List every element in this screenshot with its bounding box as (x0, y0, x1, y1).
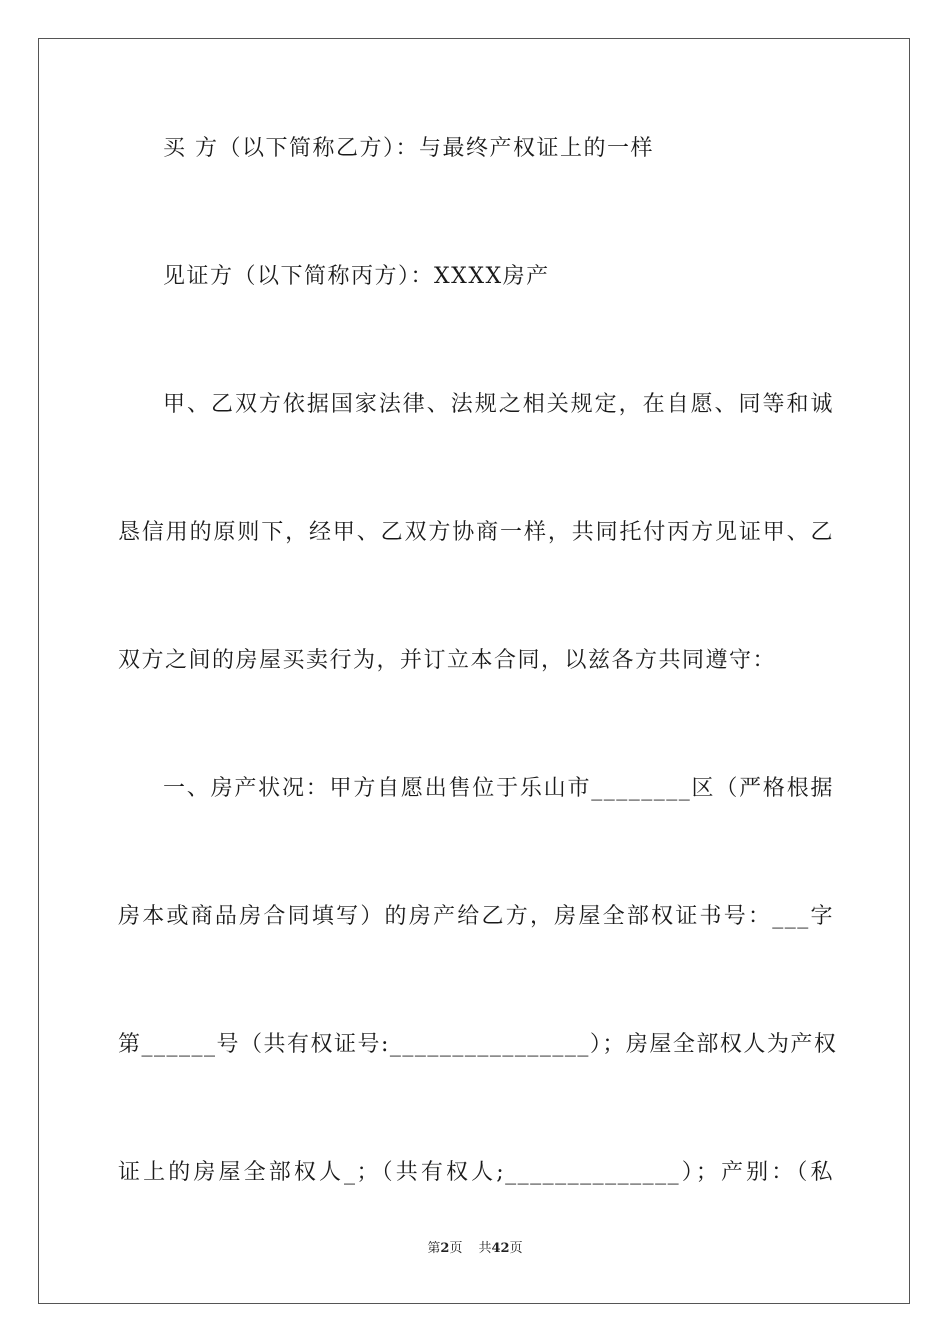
text-line-para1-3: 双方之间的房屋买卖行为，并订立本合同，以兹各方共同遵守： (118, 648, 777, 673)
text-line-para2-2: 房本或商品房合同填写）的房产给乙方，房屋全部权证书号：___字 (118, 904, 834, 929)
total-prefix: 共 (478, 1241, 492, 1256)
text-line-witness: 见证方（以下简称丙方）：XXXX房产 (163, 264, 550, 289)
page-number: 2 (440, 1241, 450, 1256)
page-prefix: 第 (427, 1241, 441, 1256)
text-line-para2-3: 第______号（共有权证号:________________）；房屋全部权人为产权 (118, 1032, 838, 1057)
page-suffix: 页 (449, 1241, 463, 1256)
total-suffix: 页 (509, 1241, 523, 1256)
text-line-para2-4: 证上的房屋全部权人_；（共有权人;______________）；产别：（私 (118, 1160, 834, 1185)
text-line-para1-2: 恳信用的原则下，经甲、乙双方协商一样，共同托付丙方见证甲、乙 (118, 520, 834, 545)
page-footer (0, 1240, 950, 1258)
text-line-para1-1: 甲、乙双方依据国家法律、法规之相关规定，在自愿、同等和诚 (163, 392, 834, 417)
text-line-buyer: 买 方（以下简称乙方）：与最终产权证上的一样 (163, 136, 654, 161)
total-pages: 42 (491, 1241, 510, 1256)
text-line-para2-1: 一、房产状况：甲方自愿出售位于乐山市________区（严格根据 (163, 776, 834, 801)
